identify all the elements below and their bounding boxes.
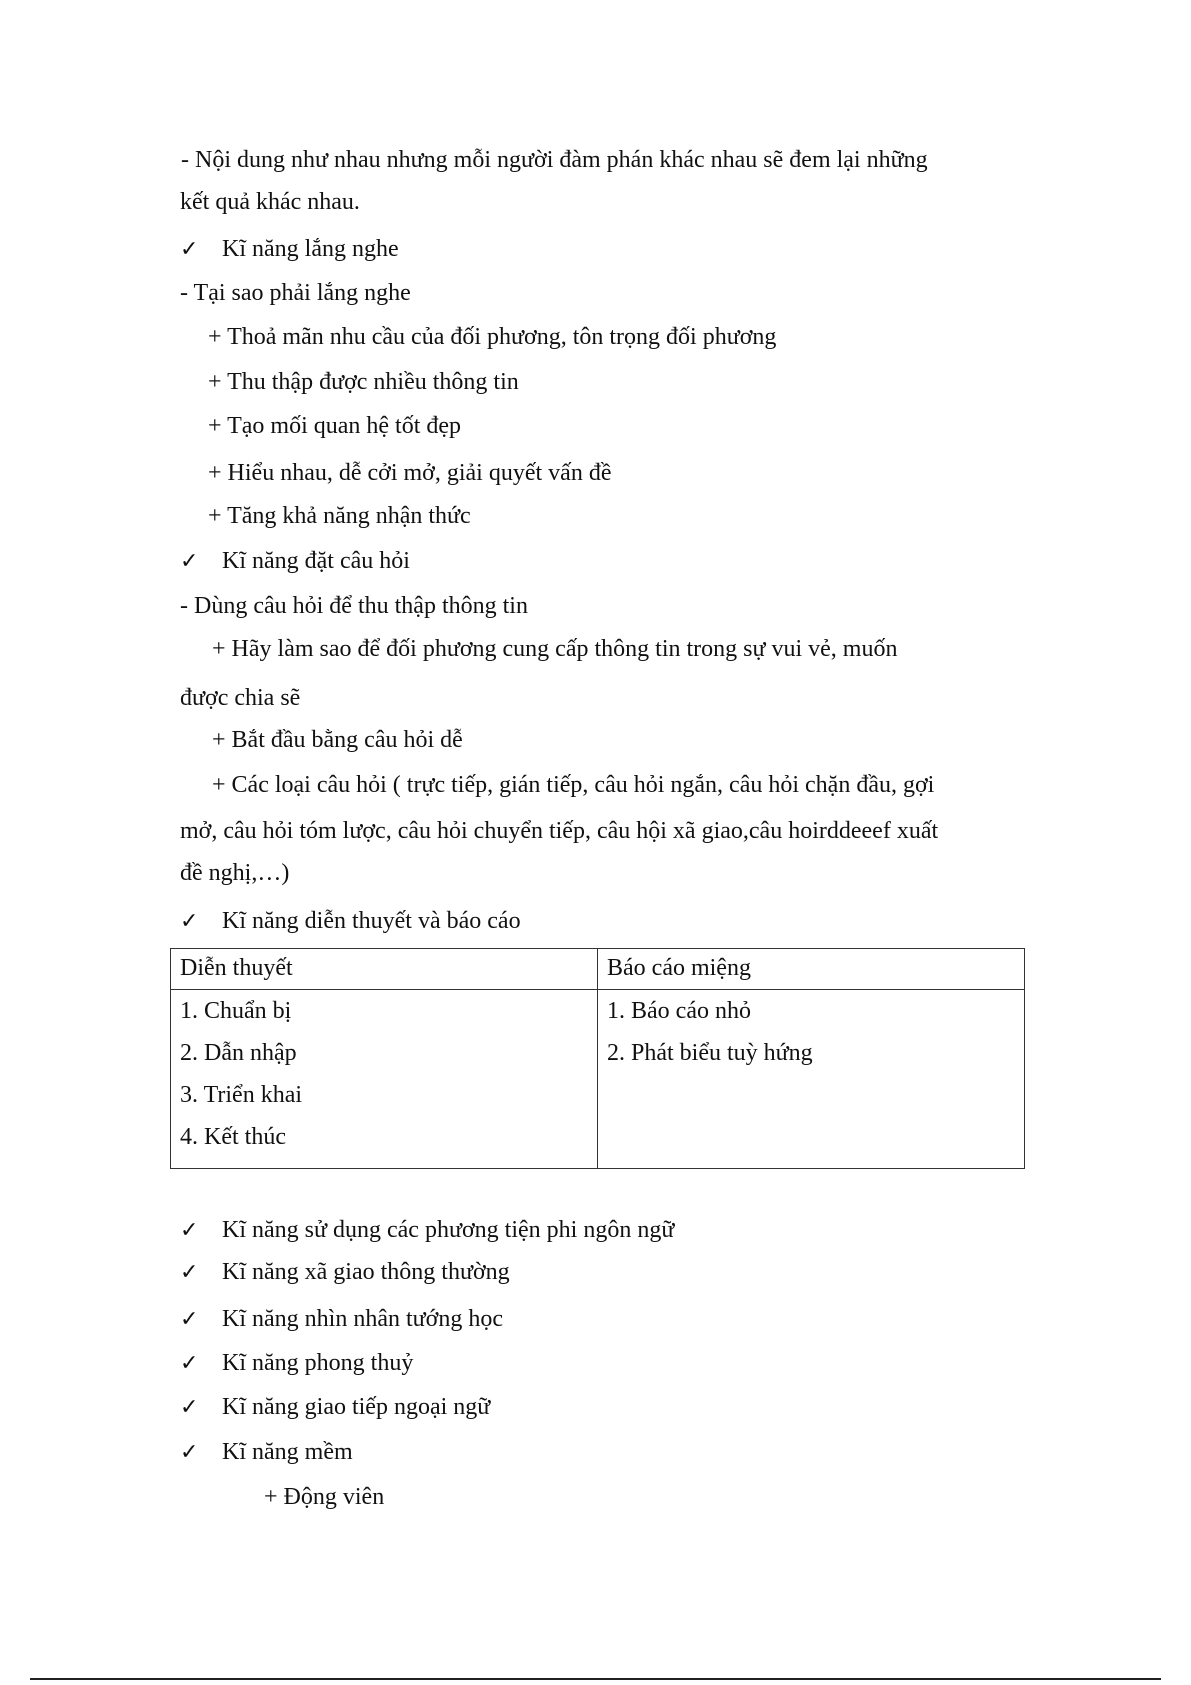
text-line: - Tại sao phải lắng nghe [180, 280, 411, 306]
checkmark-icon: ✓ [180, 1351, 199, 1376]
text-line: mở, câu hỏi tóm lược, câu hỏi chuyển tiếp, câu hội xã giao,câu hoirddeeef xuất [180, 818, 939, 844]
table-cell-line: 1. Báo cáo nhỏ [607, 998, 751, 1024]
checklist-item [180, 547, 410, 576]
table-header-cell: Diễn thuyết [171, 949, 598, 990]
checklist-label: Kĩ năng sử dụng các phương tiện phi ngôn ngữ [222, 1217, 675, 1243]
table-header-row [171, 949, 1025, 990]
table-cell [598, 990, 1025, 1169]
text-line: đề nghị,…) [180, 860, 290, 886]
bullet-line: + Hiểu nhau, dễ cởi mở, giải quyết vấn đề [208, 460, 612, 486]
table-cell-line: 1. Chuẩn bị [180, 998, 292, 1024]
checklist-item [180, 1349, 413, 1378]
checkmark-icon: ✓ [180, 1260, 199, 1285]
checklist-label: Kĩ năng lắng nghe [222, 236, 399, 262]
text-line: kết quả khác nhau. [180, 189, 360, 215]
bullet-line: + Hãy làm sao để đối phương cung cấp thông tin trong sự vui vẻ, muốn [212, 636, 898, 662]
checkmark-icon: ✓ [180, 1307, 199, 1332]
checklist-label: Kĩ năng mềm [222, 1439, 353, 1465]
bullet-line: + Thu thập được nhiều thông tin [208, 369, 519, 395]
table-cell-line: 3. Triển khai [180, 1082, 303, 1108]
table-cell-line: 2. Dẫn nhập [180, 1040, 297, 1066]
checkmark-icon: ✓ [180, 549, 199, 574]
checklist-label: Kĩ năng nhìn nhân tướng học [222, 1306, 503, 1332]
table-cell-line: 2. Phát biểu tuỳ hứng [607, 1040, 813, 1066]
page-bottom-rule [30, 1678, 1161, 1680]
checklist-item [180, 235, 399, 264]
checklist-item [180, 1216, 674, 1245]
text-line: - Dùng câu hỏi để thu thập thông tin [180, 593, 528, 619]
speech-report-table [170, 948, 1025, 1169]
checklist-item [180, 907, 521, 936]
bullet-line: + Thoả mãn nhu cầu của đối phương, tôn trọng đối phương [208, 324, 777, 350]
table-row [171, 990, 1025, 1169]
bullet-line: + Bắt đầu bằng câu hỏi dễ [212, 727, 463, 753]
checklist-label: Kĩ năng xã giao thông thường [222, 1259, 510, 1285]
text-line: - Nội dung như nhau nhưng mỗi người đàm phán khác nhau sẽ đem lại những [181, 147, 928, 173]
table-cell-line: 4. Kết thúc [180, 1124, 286, 1150]
checkmark-icon: ✓ [180, 237, 199, 262]
checklist-label: Kĩ năng diễn thuyết và báo cáo [222, 908, 521, 934]
bullet-line: + Tạo mối quan hệ tốt đẹp [208, 413, 462, 439]
checklist-item [180, 1258, 510, 1287]
bullet-line: + Tăng khả năng nhận thức [208, 503, 471, 529]
bullet-line: + Các loại câu hỏi ( trực tiếp, gián tiếp, câu hỏi ngắn, câu hỏi chặn đầu, gợi [212, 772, 935, 798]
text-line: được chia sẽ [180, 685, 301, 711]
checklist-item [180, 1393, 490, 1422]
bullet-line: + Động viên [264, 1484, 385, 1510]
checklist-item [180, 1438, 353, 1467]
checklist-item [180, 1305, 503, 1334]
checklist-label: Kĩ năng đặt câu hỏi [222, 548, 410, 574]
checklist-label: Kĩ năng phong thuỷ [222, 1350, 414, 1376]
checkmark-icon: ✓ [180, 1440, 199, 1465]
checkmark-icon: ✓ [180, 1218, 199, 1243]
checkmark-icon: ✓ [180, 1395, 199, 1420]
checklist-label: Kĩ năng giao tiếp ngoại ngữ [222, 1394, 491, 1420]
table-header-cell: Báo cáo miệng [598, 949, 1025, 990]
checkmark-icon: ✓ [180, 909, 199, 934]
table-cell [171, 990, 598, 1169]
